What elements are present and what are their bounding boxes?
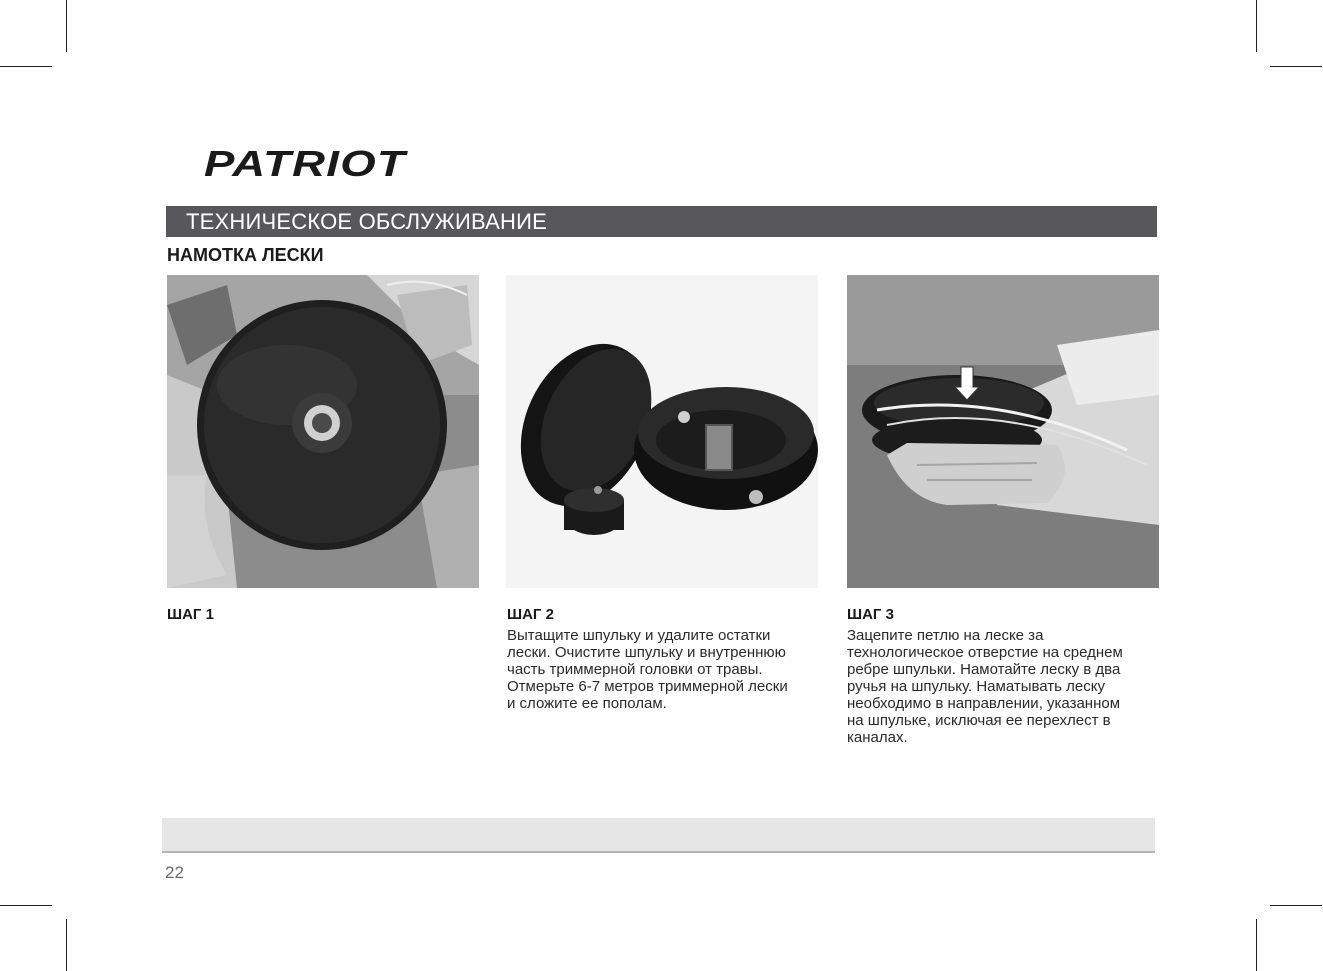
logo-text: PATRIOT — [204, 143, 409, 183]
step3-line: Зацепите петлю на леске за — [847, 627, 1044, 644]
section-title: ТЕХНИЧЕСКОЕ ОБСЛУЖИВАНИЕ — [186, 209, 547, 234]
step3-title: ШАГ 3 — [847, 606, 894, 623]
step3-line: технологическое отверстие на среднем — [847, 644, 1123, 661]
crop-mark — [1270, 66, 1322, 67]
crop-mark — [1256, 0, 1257, 52]
patriot-logo — [200, 143, 410, 183]
crop-mark — [1256, 919, 1257, 971]
subsection-title: НАМОТКА ЛЕСКИ — [167, 245, 324, 265]
step3-line: ребре шпульки. Намотайте леску в два — [847, 661, 1121, 678]
step2-description — [507, 627, 822, 712]
crop-mark — [0, 66, 52, 67]
step3-line: каналах. — [847, 729, 908, 746]
step2-line: лески. Очистите шпульку и внутреннюю — [507, 644, 786, 661]
step2-photo — [506, 275, 818, 588]
step3-line: на шпульке, исключая ее перехлест в — [847, 712, 1111, 729]
step3-photo — [847, 275, 1159, 588]
crop-mark — [66, 0, 67, 52]
crop-mark — [66, 919, 67, 971]
page-number: 22 — [165, 863, 184, 882]
step1-photo — [167, 275, 479, 588]
crop-mark — [1270, 905, 1322, 906]
step2-line: часть триммерной головки от травы. — [507, 661, 763, 678]
step3-line: ручья на шпульку. Наматывать леску — [847, 678, 1105, 695]
step2-line: Отмерьте 6-7 метров триммерной лески — [507, 678, 788, 695]
step3-line: необходимо в направлении, указанном — [847, 695, 1121, 712]
step2-title: ШАГ 2 — [507, 606, 554, 623]
crop-mark — [0, 905, 52, 906]
step1-title: ШАГ 1 — [167, 606, 214, 623]
step2-line: Вытащите шпульку и удалите остатки — [507, 627, 771, 644]
section-header — [166, 206, 1157, 237]
footer-bar — [162, 818, 1155, 853]
step2-line: и сложите ее пополам. — [507, 695, 667, 712]
step3-description — [847, 627, 1162, 746]
